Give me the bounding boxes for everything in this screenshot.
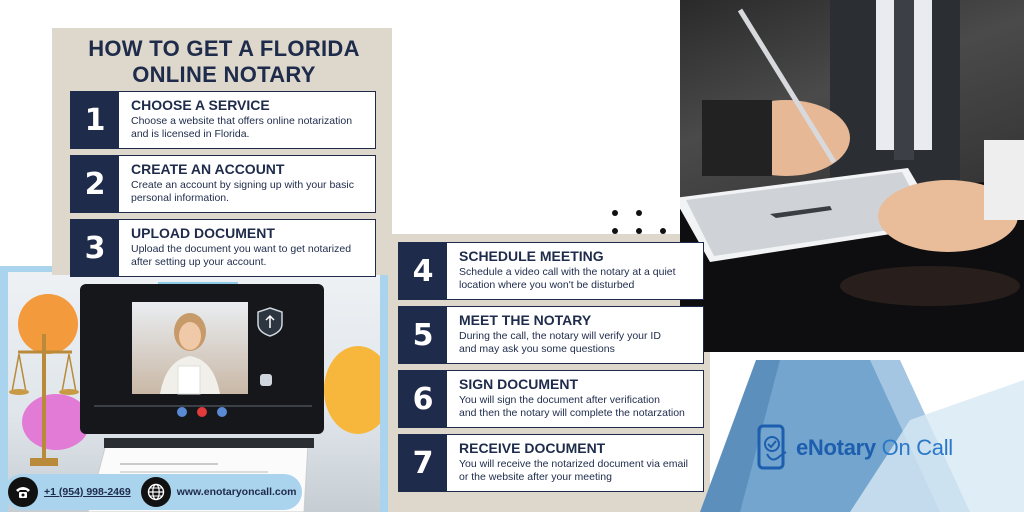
step-heading: UPLOAD DOCUMENT	[131, 225, 275, 241]
decorative-dots	[610, 208, 674, 238]
step-card	[398, 242, 704, 300]
brand-logo-text: eNotary On Call	[796, 435, 953, 460]
step-number: 2	[71, 156, 119, 212]
title-line-1: HOW TO GET A FLORIDA	[88, 36, 360, 61]
page-title	[60, 36, 388, 88]
website-link[interactable]: www.enotaryoncall.com	[176, 486, 297, 498]
step-number: 5	[399, 307, 447, 363]
step-heading: SIGN DOCUMENT	[459, 376, 578, 392]
step-description: You will receive the notarized document via email or the website after your meeting	[459, 458, 688, 483]
phone-badge-icon	[756, 424, 790, 470]
step-description: You will sign the document after verification and then the notary will complete the notarzation	[459, 394, 685, 419]
step-number: 3	[71, 220, 119, 276]
step-card	[70, 219, 376, 277]
step-description: Choose a website that offers online notarization and is licensed in Florida.	[131, 115, 353, 140]
step-number: 1	[71, 92, 119, 148]
tablet-signing-photo	[680, 0, 1024, 352]
step-heading: SCHEDULE MEETING	[459, 248, 604, 264]
step-heading: RECEIVE DOCUMENT	[459, 440, 606, 456]
step-card	[398, 370, 704, 428]
step-number: 6	[399, 371, 447, 427]
title-line-2: ONLINE NOTARY	[132, 62, 316, 87]
step-description: Schedule a video call with the notary at a quiet location where you won't be disturbed	[459, 266, 676, 291]
step-heading: MEET THE NOTARY	[459, 312, 592, 328]
step-description: During the call, the notary will verify your ID and may ask you some questions	[459, 330, 661, 355]
step-number: 4	[399, 243, 447, 299]
step-description: Create an account by signing up with your basic personal information.	[131, 179, 354, 204]
step-number: 7	[399, 435, 447, 491]
step-description: Upload the document you want to get notarized after setting up your account.	[131, 243, 352, 268]
step-card	[70, 91, 376, 149]
step-card	[70, 155, 376, 213]
step-card	[398, 306, 704, 364]
step-card	[398, 434, 704, 492]
phone-icon	[8, 477, 38, 507]
step-heading: CHOOSE A SERVICE	[131, 97, 270, 113]
step-heading: CREATE AN ACCOUNT	[131, 161, 285, 177]
globe-icon	[141, 477, 171, 507]
phone-link[interactable]: +1 (954) 998-2469	[44, 486, 131, 498]
contact-bar	[4, 474, 302, 510]
